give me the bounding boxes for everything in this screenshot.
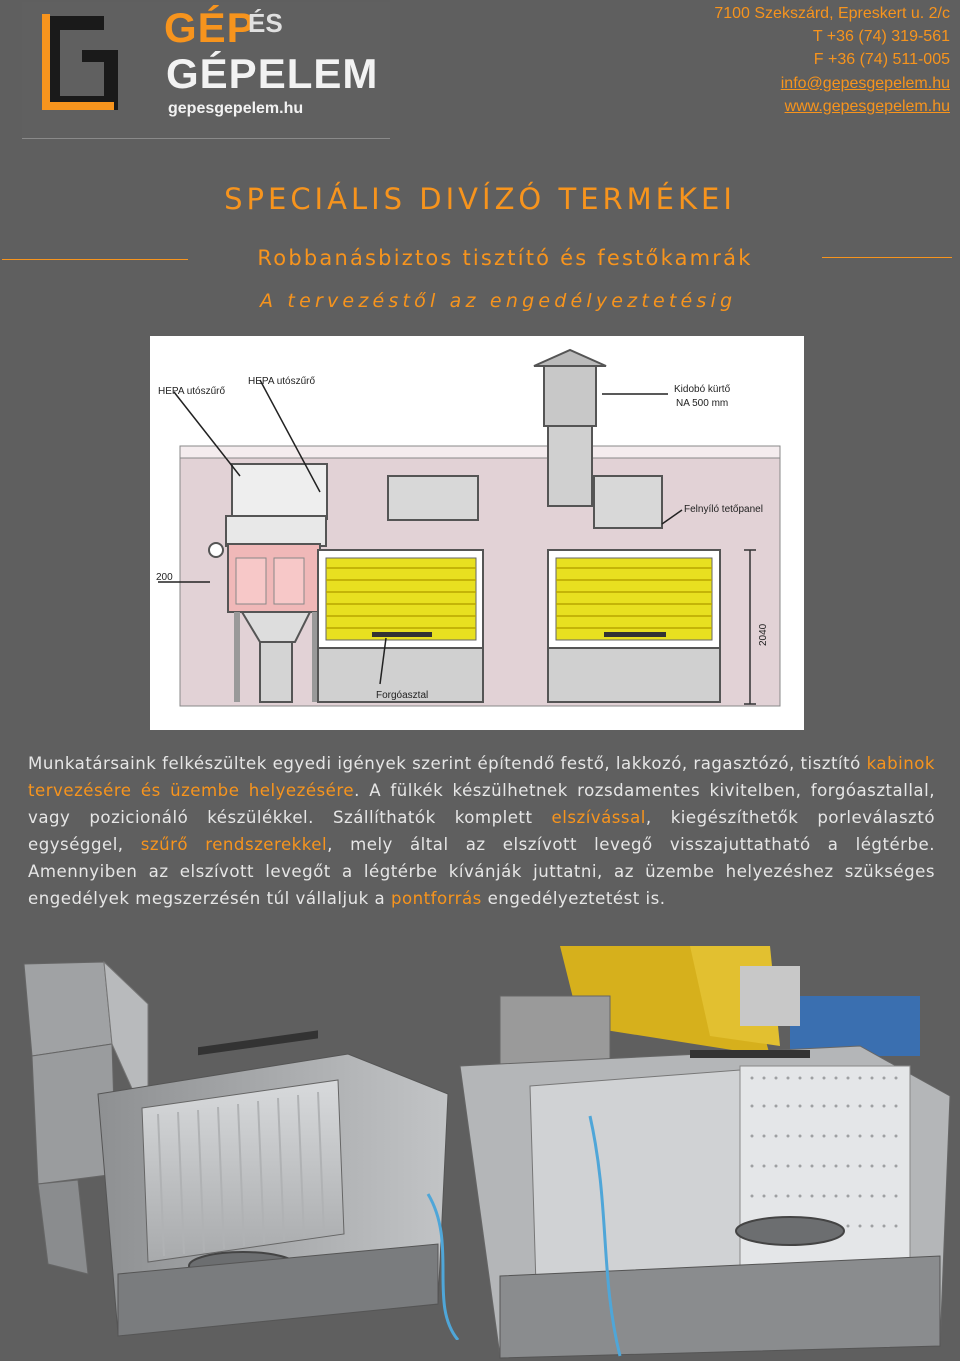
page-subtitle: Robbanásbiztos tisztító és festőkamrák (257, 246, 753, 270)
contact-address: 7100 Szekszárd, Epreskert u. 2/c (714, 5, 950, 22)
diagram-label-felnyilo: Felnyíló tetőpanel (684, 504, 763, 515)
booth-photo-left (8, 944, 468, 1340)
diagram-label-na: NA 500 mm (676, 398, 729, 409)
body-paragraph (28, 750, 935, 912)
logo-url: gepesgepelem.hu (168, 100, 304, 117)
diagram-label-forgoasztal: Forgóasztal (376, 690, 429, 701)
body-text-5: engedélyeztetést is. (481, 889, 666, 908)
logo-text-gep: GÉP (164, 4, 256, 51)
body-text-1: Munkatársaink felkészültek egyedi igények szerint építendő festő, lakkozó, ragasztózó, tisztító (28, 754, 867, 773)
logo-mark-icon (42, 12, 124, 112)
contact-block (714, 2, 950, 118)
diagram-label-hepa-2: HEPA utószűrő (248, 376, 316, 387)
body-highlight-4: pontforrás (390, 889, 482, 908)
body-text-4: , mely által az elszívott levegő visszajuttatható a légtérbe. Amennyiben az elszívott levegőt a légtérbe kívánják juttatni, az üzembe helyezéshez szükséges engedélyek megszerzésén túl vállaljuk a (28, 835, 935, 908)
body-highlight-1: kabinok tervezésére és üzembe helyezésére (28, 754, 935, 800)
body-highlight-2: elszívással (551, 808, 646, 827)
booth-photo-right (440, 946, 960, 1361)
body-text-2: . A fülkék készülhetnek rozsdamentes kivitelben, forgóasztallal, vagy pozicionáló készülékkel. Szállíthatók komplett (28, 781, 935, 827)
page-title: SPECIÁLIS DIVÍZÓ TERMÉKEI (224, 182, 736, 216)
diagram-label-hepa-1: HEPA utószűrő (158, 386, 226, 397)
diagram-label-2040: 2040 (758, 623, 769, 646)
contact-phone: T +36 (74) 319-561 (812, 28, 950, 46)
body-highlight-3: szűrő rendszerekkel (140, 835, 328, 854)
subtitle-rule-right (822, 257, 952, 258)
logo-text-gepelem: GÉPELEM (166, 50, 379, 97)
booth-technical-drawing (150, 336, 804, 730)
page-tagline: A tervezéstől az engedélyeztetésig (260, 290, 737, 312)
company-logo (22, 2, 390, 139)
diagram-label-kidobo: Kidobó kürtő (674, 384, 731, 395)
diagram-label-200: 200 (156, 572, 173, 583)
contact-fax: F +36 (74) 511-005 (813, 51, 950, 69)
contact-web-link[interactable]: www.gepesgepelem.hu (784, 97, 950, 115)
body-text-3: , kiegészíthetők porleválasztó egységgel, (28, 808, 935, 854)
contact-email-link[interactable]: info@gepesgepelem.hu (780, 74, 950, 92)
logo-text-es: ÉS (248, 8, 283, 38)
